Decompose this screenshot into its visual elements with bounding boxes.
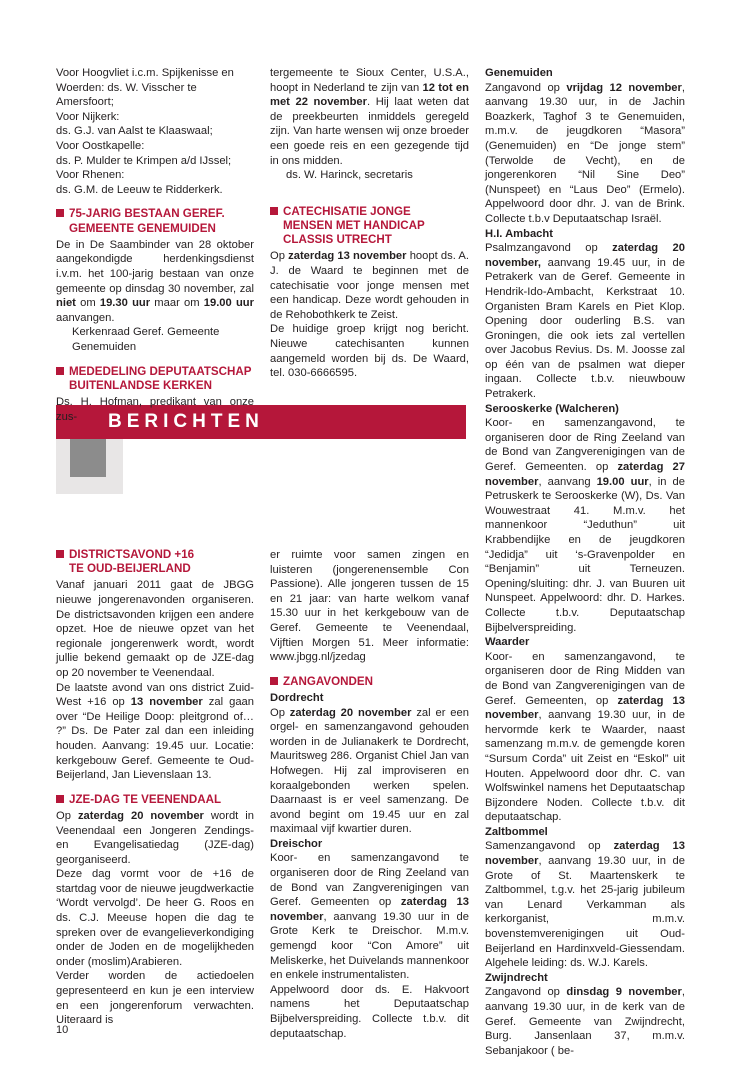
paragraph: Op zaterdag 13 november hoopt ds. A. J. de Waard te beginnen met de catechisatie voor jonge mensen met een handicap. Deze wordt gehouden in de Rehobothkerk te Zeist.: [270, 250, 469, 321]
signature: ds. W. Harinck, secretaris: [286, 169, 413, 182]
column-3: [485, 66, 685, 1058]
location-title: H.I. Ambacht: [485, 227, 553, 240]
paragraph: Ds. H. Hofman, predikant van onze zus-: [56, 395, 254, 423]
column-1-bottom: [56, 548, 254, 1028]
list-item: Voor Hoogvliet i.c.m. Spijkenisse en: [56, 67, 234, 79]
bullet-square-icon: [56, 795, 64, 803]
list-item: Voor Nijkerk:: [56, 110, 120, 123]
bullet-square-icon: [270, 207, 278, 215]
list-item: Voor Rhenen:: [56, 169, 125, 182]
banner-decoration-grey: [70, 439, 106, 477]
paragraph: De in De Saambinder van 28 oktober aangekondigde herdenkingsdienst i.v.m. het 100-jarig bestaan van onze gemeente op dinsdag 30 november, zal niet om 19.30 uur maar om 19.00 uur aanvangen.: [56, 238, 254, 324]
location-title: Waarder: [485, 636, 530, 649]
location-title: Dreischor: [270, 837, 323, 850]
column-2-top: [270, 66, 469, 381]
location-title: Dordrecht: [270, 691, 324, 704]
heading-districtsavond: DISTRICTSAVOND +16 TE OUD-BEIJERLAND: [56, 548, 254, 576]
bullet-square-icon: [56, 209, 64, 217]
signature: Kerkenraad Geref. Gemeente: [72, 326, 220, 339]
list-item: ds. G.J. van Aalst te Klaaswaal;: [56, 125, 213, 138]
paragraph: Op zaterdag 20 november wordt in Veenendaal een Jongeren Zendings- en Evangelisatiedag (JZE-dag) georganiseerd.: [56, 809, 254, 866]
heading-jze-dag: JZE-DAG TE VEENENDAAL: [56, 793, 254, 807]
bullet-square-icon: [270, 677, 278, 685]
paragraph: Deze dag vormt voor de +16 de startdag voor de nieuwe jeugdwerkactie ‘Wordt vervolgd’. De heer G. Roos en ds. C.J. Meeuse hopen die dag te spreken over de evangelieverkondiging onder de Joden en de mogelijkheden onder (moslim)Arabieren.: [56, 868, 254, 968]
signature: Genemuiden: [72, 340, 137, 353]
location-title: Serooskerke (Walcheren): [485, 402, 619, 415]
paragraph: Psalmzangavond op zaterdag 20 november, aanvang 19.45 uur, in de Petrakerk van de Geref. Gemeente in Hendrik-Ido-Ambacht, Kerkstraat 10. Organisten Bram Karels en Piet Klop. Opening door ouderling B.S. van Groningen, die ook iets zal vertellen over Jacobus Revius. Ds. M. Joosse zal op één van de psalmen wat dieper ingaan. Collecte t.b.v. nieuwbouw Petrakerk.: [485, 242, 686, 401]
paragraph: tergemeente te Sioux Center, U.S.A., hoopt in Nederland te zijn van 12 tot en met 22 november. Hij laat weten dat de preekbeurten inmiddels geregeld zijn. Van harte wensen wij onze broeder een goede reis en een gezegende tijd in ons midden.: [270, 67, 469, 167]
paragraph: Koor- en samenzangavond te organiseren door de Ring Zeeland van de Bond van Zangverenigingen van Geref. Gemeenten op zaterdag 13 november, aanvang 19.30 uur in de Grote Kerk te Dreischor. M.m.v. gemengd koor “Con Amore” uit Meliskerke, het Duivelands mannenkoor en enkele instrumentalisten.: [270, 852, 469, 982]
paragraph: Zangavond op dinsdag 9 november, aanvang 19.30 uur, in de kerk van de Geref. Gemeente van Zwijndrecht, Burg. Jansenlaan 37, m.m.v. Sebanjakoor ( be-: [485, 986, 685, 1057]
paragraph: Verder worden de actiedoelen gepresenteerd en kun je een interview en een jongerenforum verwachten. Uiteraard is: [56, 970, 254, 1027]
banner-title: BERICHTEN: [108, 411, 264, 432]
paragraph: Koor- en samenzangavond, te organiseren door de Ring Zeeland van de Bond van Zangverenigingen van de Geref. Gemeenten. op zaterdag 27 november, aanvang 19.00 uur, in de Petruskerk te Serooskerke (W), Ds. Van Wouwestraat 41. M.m.v. het mannenkoor “Jeduthun” uit Krabbendijke en de jeugdkoren “Jedidja” uit ‘s-Gravenpolder en “Benjamin” uit Terneuzen. Opening/sluiting: dhr. J. van Buuren uit Nunspeet. Appelwoord: dhr. D. Harkes. Collecte t.b.v. Deputaatschap Bijbelverspreiding.: [485, 417, 685, 634]
bullet-square-icon: [56, 550, 64, 558]
paragraph: Appelwoord door ds. E. Hakvoort namens het Deputaatschap Bijbelverspreiding. Collecte t.b.v. dit deputaatschap.: [270, 983, 469, 1040]
list-item: ds. G.M. de Leeuw te Ridderkerk.: [56, 183, 223, 196]
paragraph: De laatste avond van ons district Zuid-West +16 op 13 november zal gaan over “De Heilige Doop: pleitgrond of… ?” Ds. De Pater zal dan een inleiding houden. Aanvang: 19.45 uur. Locatie: kerkgebouw Geref. Gemeente te Oud-Beijerland, Jan Lievenslaan 13.: [56, 681, 254, 782]
heading-catechisatie: CATECHISATIE JONGE MENSEN MET HANDICAP CLASSIS UTRECHT: [270, 205, 469, 248]
location-title: Zaltbommel: [485, 825, 548, 838]
heading-mededeling: MEDEDELING DEPUTAATSCHAP BUITENLANDSE KERKEN: [56, 365, 254, 393]
paragraph: er ruimte voor samen zingen en luisteren (jongerenensemble Con Passione). Alle jongeren tussen de 15 en 21 jaar: van harte welkom vanaf 15.30 uur in het kerkgebouw van de Geref. Gemeente te Veenendaal, Vijftien Morgen 51. Meer informatie: www.jbgg.nl/jzedag: [270, 549, 469, 664]
paragraph: De huidige groep krijgt nog bericht. Nieuwe catechisanten kunnen aangemeld worden bij ds. De Waard, tel. 030-6666595.: [270, 323, 469, 380]
list-item: ds. P. Mulder te Krimpen a/d IJssel;: [56, 154, 232, 167]
list-item: Woerden: ds. W. Visscher te Amersfoort;: [56, 81, 197, 109]
paragraph: Koor- en samenzangavond, te organiseren door de Ring Midden van de Bond van Zangverenigingen van de Geref. Gemeenten, op zaterdag 13 november, aanvang 19.30 uur, in de hervormde kerk te Waarder, naast samenzang m.m.v. de gemengde koren “Sursum Corda” uit Zeist en “Eskol” uit Houten. Appelwoord door dhr. C. van Wolfswinkel namens het Deputaatschap Bijzondere Noden. Collecte t.b.v. dit deputaatschap.: [485, 650, 685, 824]
heading-zangavonden: ZANGAVONDEN: [270, 675, 469, 689]
paragraph: Zangavond op vrijdag 12 november, aanvang 19.30 uur, in de Jachin Boazkerk, Taghof 3 te Genemuiden, m.m.v. de jeugdkoren “Masora” (Genemuiden) en “De jonge stem” (Terwolde de Vecht), en de jongerenkoren “Nil Sine Deo” (Nunspeet) en “Laus Deo” (Ermelo). Appelwoord door dhr. J. van de Brink. Collecte t.b.v Deputaatschap Israël.: [485, 81, 685, 225]
location-title: Zwijndrecht: [485, 971, 548, 984]
column-1-top: [56, 66, 254, 424]
list-item: Voor Oostkapelle:: [56, 139, 145, 152]
paragraph: Vanaf januari 2011 gaat de JBGG nieuwe jongerenavonden organiseren. De districtsavonden krijgen een andere opzet. Hoe de nieuwe opzet van het regionale jongerenwerk wordt, wordt jullie bekend gemaakt op de JZE-dag op 20 november te Veenendaal.: [56, 579, 254, 679]
paragraph: Samenzangavond op zaterdag 13 november, aanvang 19.30 uur, in de Grote of St. Maartenskerk te Zaltbommel, t.g.v. het 25-jarig jubileum van Lenard Verkamman als kerkorganist, m.m.v. bovenstemverenigingen uit Oud-Beijerland en Hardinxveld-Giessendam. Algehele leiding: ds. W.J. Karels.: [485, 840, 685, 970]
location-title: Genemuiden: [485, 67, 553, 79]
column-2-bottom: [270, 548, 469, 1041]
page-number: 10: [56, 1024, 69, 1036]
paragraph: Op zaterdag 20 november zal er een orgel- en samenzangavond gehouden worden in de Julianakerk te Dordrecht, Mauritsweg 286. Organist Chiel Jan van Hofwegen. Hij zal improviseren en koraalgebonden werken spelen. Daarnaast is er veel samenzang. De avond begint om 19.45 uur en zal maximaal vijf kwartier duren.: [270, 706, 469, 836]
heading-75-jarig: 75-JARIG BESTAAN GEREF. GEMEENTE GENEMUIDEN: [56, 207, 254, 235]
bullet-square-icon: [56, 367, 64, 375]
